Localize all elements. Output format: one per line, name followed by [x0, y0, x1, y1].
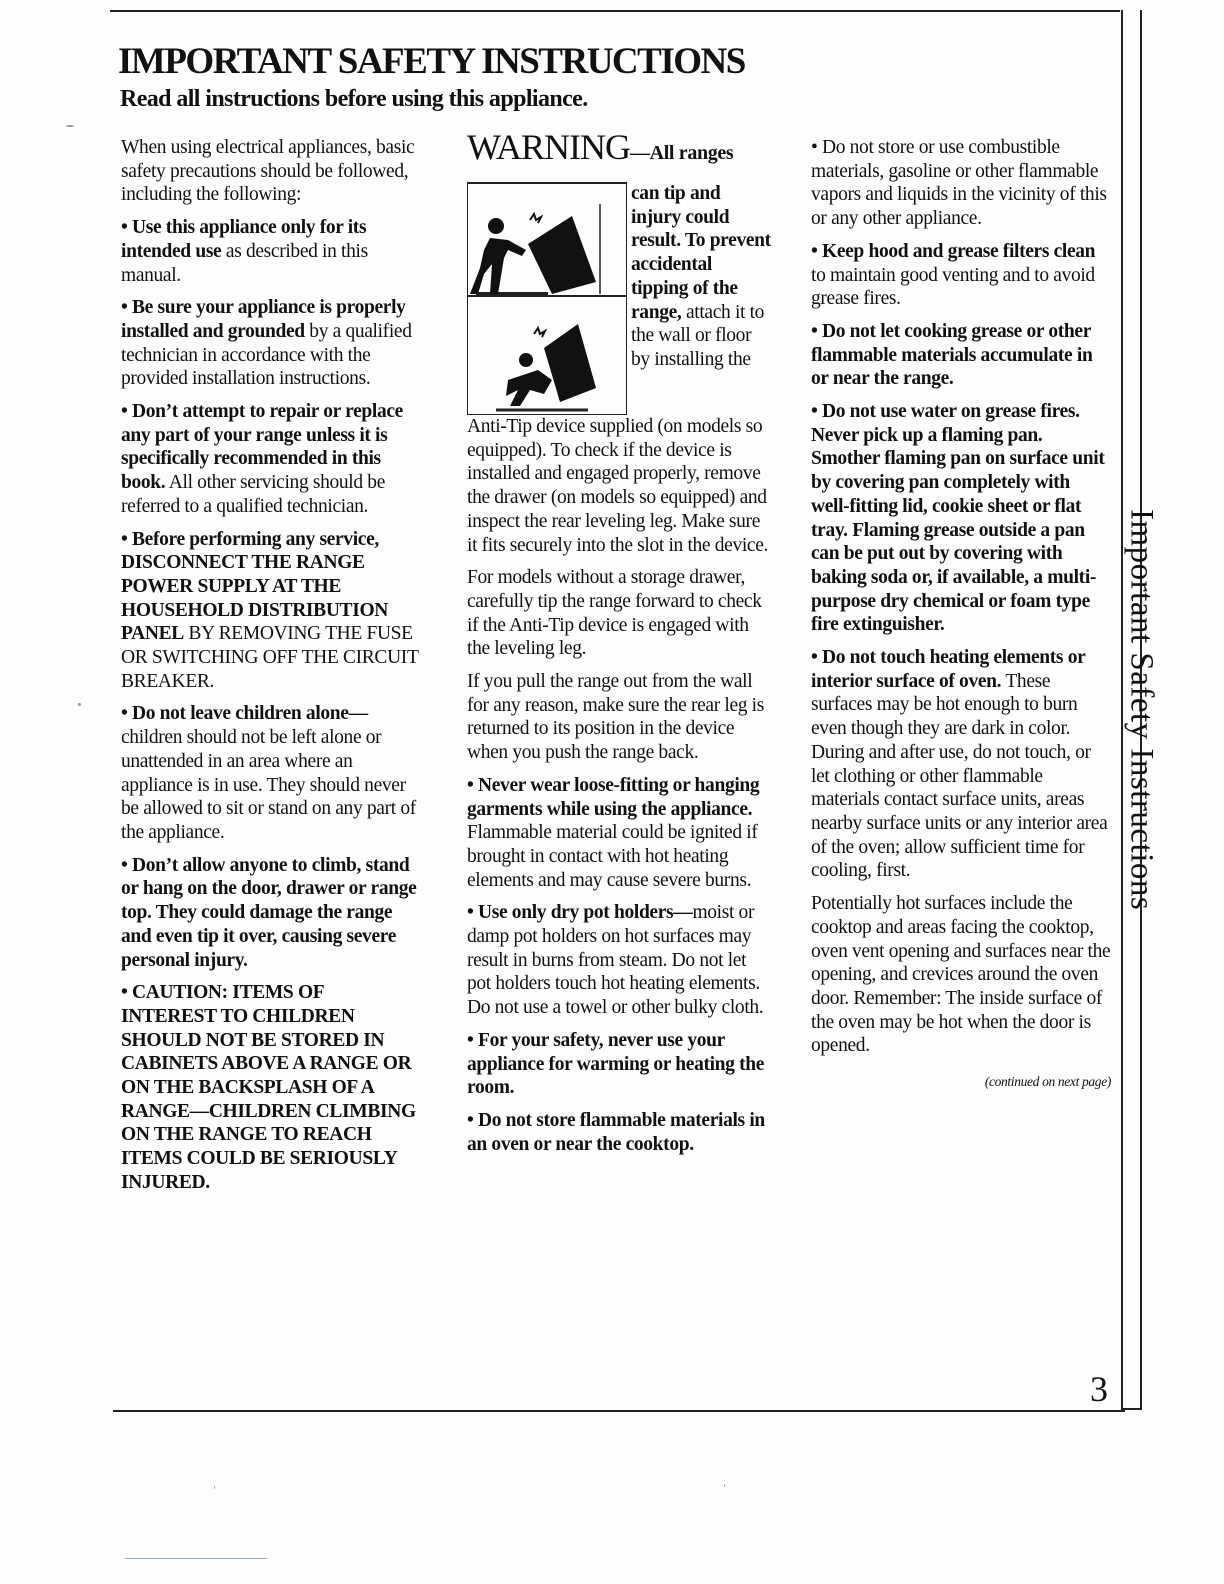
instruction-item: • Don’t allow anyone to climb, stand or hang on the door, drawer or range top. They could damage the range and even tip it over, causing severe personal injury.	[121, 854, 417, 971]
instruction-item: • Never wear loose-fitting or hanging garments while using the appliance. Flammable material could be ignited if brought in contact with hot heating elements and may cause severe burns.	[467, 774, 760, 891]
intro-paragraph: When using electrical appliances, basic safety precautions should be followed, including the following:	[121, 137, 415, 206]
anti-tip-paragraph: Anti-Tip device supplied (on models so equipped). To check if the device is installed and engaged properly, remove the drawer (on models so equipped) and inspect the rear leveling leg. Make sure it fits securely into the slot in the device.	[467, 416, 769, 556]
instruction-item: • Use this appliance only for its intended use as described in this manual.	[121, 217, 368, 286]
instruction-item: • Keep hood and grease filters clean to maintain good venting and to avoid grease fires.	[811, 240, 1096, 310]
scan-edge-line	[125, 1558, 267, 1559]
bottom-rule	[113, 1410, 1125, 1412]
instruction-item: • Do not let cooking grease or other flammable materials accumulate in or near the range.	[811, 320, 1093, 390]
scan-speck	[66, 125, 74, 127]
page-title: IMPORTANT SAFETY INSTRUCTIONS	[118, 41, 745, 82]
column-right	[811, 136, 1111, 1094]
instruction-item: • Before performing any service, DISCONNECT THE RANGE POWER SUPPLY AT THE HOUSEHOLD DISTRIBUTION PANEL BY REMOVING THE FUSE OR SWITCHING OFF THE CIRCUIT BREAKER.	[121, 528, 419, 692]
pull-range-paragraph: If you pull the range out from the wall for any reason, make sure the rear leg is returned to its position in the device when you push the range back.	[467, 671, 764, 764]
tip-over-pictograms	[467, 182, 627, 415]
continued-note: (continued on next page)	[984, 1074, 1111, 1090]
top-rule	[110, 10, 1120, 12]
column-left	[121, 136, 421, 1204]
instruction-item: • Do not leave children alone—children should not be left alone or unattended in an area where an appliance is in use. They should never be allowed to sit or stand on any part of the appliance.	[121, 703, 416, 843]
scan-speck	[214, 1486, 215, 1489]
warning-side-text: can tip and injury could result. To prevent accidental tipping of the range, attach it to the wall or floor by installing the	[631, 183, 771, 370]
column-middle	[467, 127, 772, 1165]
side-tab-title	[1122, 470, 1160, 950]
instruction-item: • Do not use water on grease fires. Never pick up a flaming pan. Smother flaming pan on surface unit by covering pan completely with well-fitting lid, cookie sheet or flat tray. Flaming grease outside a pan can be put out by covering with baking soda or, if available, a multi-purpose dry chemical or foam type fire extinguisher.	[811, 401, 1105, 636]
warning-block	[467, 182, 772, 415]
hot-surfaces-paragraph: Potentially hot surfaces include the cooktop and areas facing the cooktop, oven vent opening and surfaces near the opening, and crevices around the oven door. Remember: The inside surface of the oven may be hot when the door is opened.	[811, 893, 1111, 1057]
instruction-item: • Do not store or use combustible materials, gasoline or other flammable vapors and liquids in the vicinity of this or any other appliance.	[811, 137, 1107, 230]
page-subtitle: Read all instructions before using this appliance.	[120, 86, 588, 112]
instruction-item: • Do not touch heating elements or interior surface of oven. These surfaces may be hot enough to burn even though they are dark in color. During and after use, do not touch, or let clothing or other flammable materials contact surface units, areas nearby surface units or any interior area of the oven; allow sufficient time for cooling, first.	[811, 647, 1108, 882]
caution-item: • CAUTION: ITEMS OF INTEREST TO CHILDREN SHOULD NOT BE STORED IN CABINETS ABOVE A RANGE OR ON THE BACKSPLASH OF A RANGE—CHILDREN CLIMBING ON THE RANGE TO REACH ITEMS COULD BE SERIOUSLY INJURED.	[121, 982, 416, 1193]
scan-speck	[724, 1484, 725, 1487]
tip-over-warning-icon	[468, 184, 626, 414]
side-tab-label: Important Safety Instructions	[1123, 509, 1160, 911]
storage-drawer-paragraph: For models without a storage drawer, carefully tip the range forward to check if the Anti-Tip device is engaged with the leveling leg.	[467, 567, 762, 660]
instruction-item: • Use only dry pot holders—moist or damp pot holders on hot surfaces may result in burns from steam. Do not let pot holders touch hot heating elements. Do not use a towel or other bulky cloth.	[467, 902, 764, 1019]
warning-heading: WARNING—All ranges	[467, 127, 734, 167]
scan-speck	[78, 703, 81, 706]
instruction-item: • Do not store flammable materials in an oven or near the cooktop.	[467, 1109, 765, 1155]
instruction-item: • For your safety, never use your appliance for warming or heating the room.	[467, 1029, 765, 1099]
instruction-item: • Be sure your appliance is properly installed and grounded by a qualified technician in accordance with the provided installation instructions.	[121, 297, 412, 390]
page-number: 3	[1090, 1369, 1108, 1409]
instruction-item: • Don’t attempt to repair or replace any part of your range unless it is specifically recommended in this book. All other servicing should be referred to a qualified technician.	[121, 401, 403, 517]
